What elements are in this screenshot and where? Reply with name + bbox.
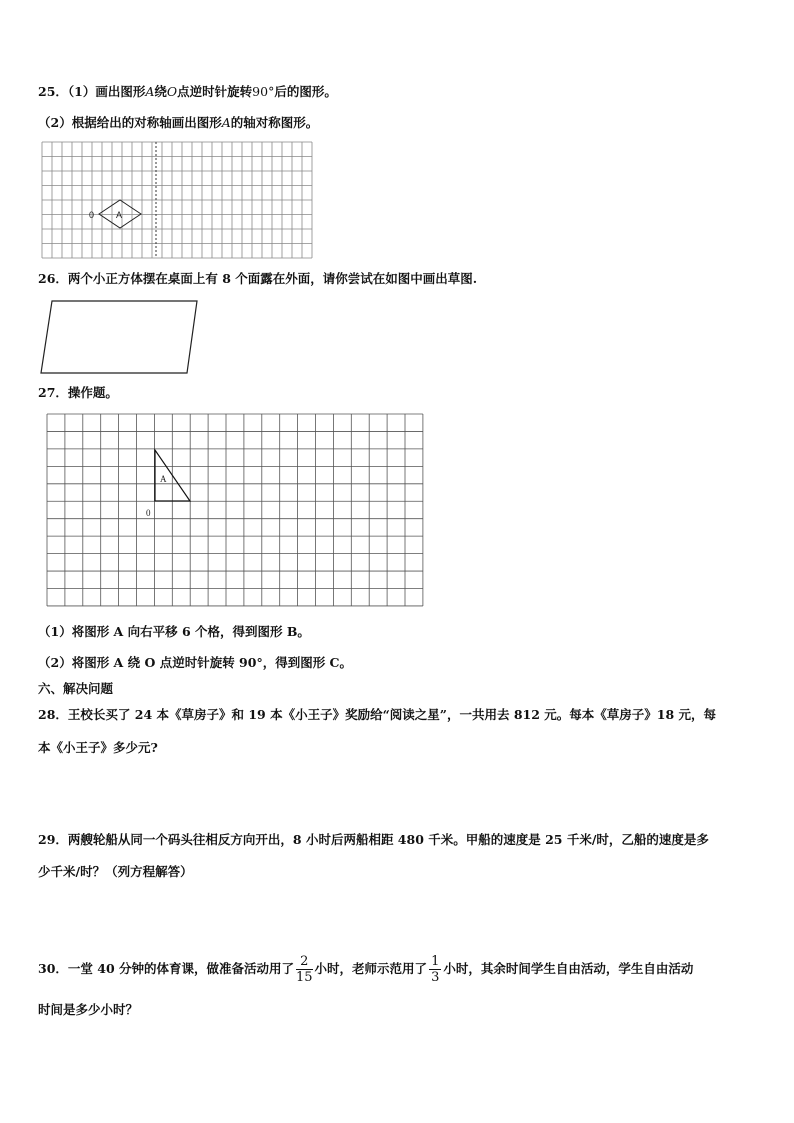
- section6-title: 六、解决问题: [38, 681, 114, 696]
- q25-part1-b: 绕: [154, 84, 167, 99]
- q30-fraction-1: [296, 954, 313, 985]
- q30-text-c: 小时，其余时间学生自由活动，学生自由活动: [443, 961, 694, 976]
- q27-label-o: 0: [146, 508, 151, 518]
- q26-text: 26．两个小正方体摆在桌面上有 8 个面露在外面，请你尝试在如图中画出草图.: [38, 271, 478, 286]
- q30-line2: 时间是多少小时？: [38, 1002, 139, 1017]
- q30-fraction-2: [429, 954, 441, 985]
- q25-part1-c: 点逆时针旋转: [177, 84, 253, 99]
- q25-part1-d: 后的图形。: [274, 84, 337, 99]
- q25-part2-a: （2）根据给出的对称轴画出图形: [38, 115, 222, 130]
- q25-part2-var: A: [221, 115, 231, 130]
- q25-label-o: 0: [89, 210, 95, 220]
- q25-var-a: A: [145, 84, 155, 99]
- q30-line1: [38, 954, 693, 985]
- q30-text-a: 30．一堂 40 分钟的体育课，做准备活动用了: [38, 961, 294, 976]
- q27-text: 27．操作题。: [38, 385, 118, 400]
- q25-label-a: A: [116, 210, 123, 220]
- q30-frac1-denominator: 15: [296, 970, 313, 985]
- q27-sub1: （1）将图形 A 向右平移 6 个格，得到图形 B。: [38, 624, 310, 639]
- q28-line1: 28．王校长买了 24 本《草房子》和 19 本《小王子》奖励给“阅读之星”，一共用去 812 元。每本《草房子》18 元，每: [38, 707, 717, 722]
- q27-sub2: （2）将图形 A 绕 O 点逆时针旋转 90°，得到图形 C。: [38, 655, 352, 670]
- q25-part1-a: （1）画出图形: [67, 84, 146, 99]
- q27-grid: [47, 414, 423, 606]
- q27-label-a: A: [160, 474, 167, 484]
- q30-frac2-numerator: 1: [431, 954, 440, 969]
- q29-line2: 少千米/时？（列方程解答）: [38, 864, 193, 879]
- q25-part2-b: 的轴对称图形。: [230, 115, 319, 130]
- q29-line1: 29．两艘轮船从同一个码头往相反方向开出，8 小时后两船相距 480 千米。甲船的速度是 25 千米/时，乙船的速度是多: [38, 832, 709, 847]
- q25-number: 25．: [38, 84, 68, 99]
- q30-text-b: 小时，老师示范用了: [314, 961, 428, 976]
- q28-line2: 本《小王子》多少元?: [38, 740, 158, 755]
- q25-var-o: O: [166, 84, 178, 99]
- q25-angle: 90°: [252, 84, 275, 99]
- q30-frac1-numerator: 2: [296, 954, 313, 970]
- q30-frac2-denominator: 3: [431, 970, 440, 985]
